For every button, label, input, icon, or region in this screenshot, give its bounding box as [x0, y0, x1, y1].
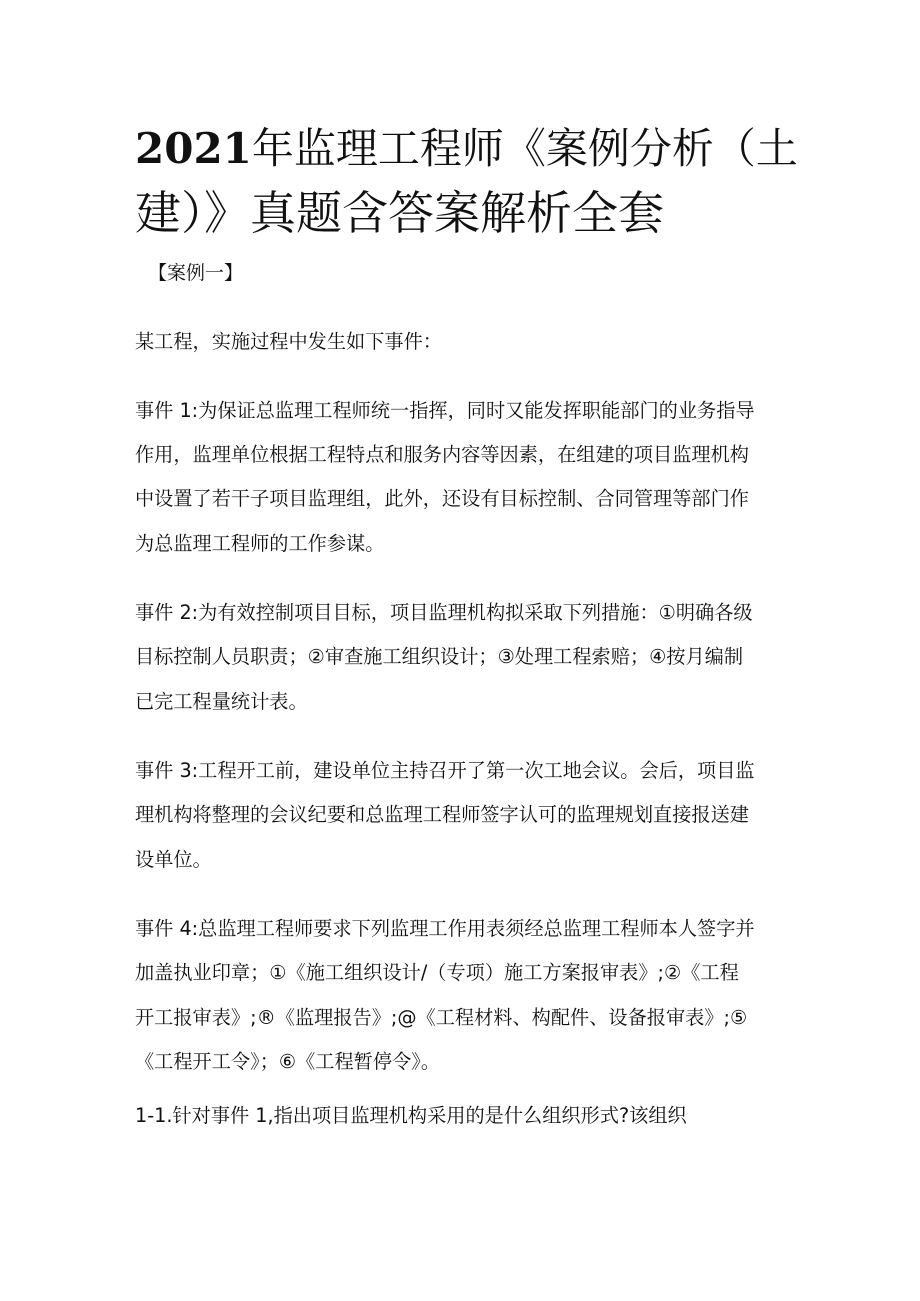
event3-line: 理机构将整理的会议纪要和总监理工程师签字认可的监理规划直接报送建	[135, 803, 749, 826]
event1-line: 作用，监理单位根据工程特点和服务内容等因素，在组建的项目监理机构	[135, 443, 749, 466]
event1-line: 事件 1:为保证总监理工程师统一指挥，同时又能发挥职能部门的业务指导	[135, 399, 755, 422]
document-title-line-1	[135, 118, 798, 180]
event4-line: 事件 4:总监理工程师要求下列监理工作用表须经总监理工程师本人签字并	[135, 917, 755, 940]
intro-paragraph: 某工程，实施过程中发生如下事件：	[135, 330, 442, 353]
case-label: 【案例一】	[148, 262, 244, 284]
title-year: 2021	[135, 124, 252, 173]
event3-line: 设单位。	[135, 848, 212, 871]
event1-line: 为总监理工程师的工作参谋。	[135, 532, 385, 555]
event2-line: 目标控制人员职责；②审查施工组织设计；③处理工程索赔；④按月编制	[135, 645, 744, 668]
event1-line: 中设置了若干子项目监理组，此外，还设有目标控制、合同管理等部门作	[135, 487, 749, 510]
event4-line: 加盖执业印章；①《施工组织设计/（专项）施工方案报审表》;②《工程	[135, 961, 739, 984]
question-1-1: 1-1.针对事件 1,指出项目监理机构采用的是什么组织形式?该组织	[135, 1104, 687, 1127]
event2-line: 已完工程量统计表。	[135, 690, 308, 713]
event4-line: 《工程开工令》；⑥《工程暂停令》。	[135, 1050, 441, 1073]
event3-line: 事件 3:工程开工前，建设单位主持召开了第一次工地会议。会后，项目监	[135, 759, 755, 782]
event2-line: 事件 2:为有效控制项目目标，项目监理机构拟采取下列措施：①明确各级	[135, 601, 753, 624]
title-text: 年监理工程师《案例分析（土	[251, 124, 798, 173]
event4-line: 开工报审表》;®《监理报告》;@《工程材料、构配件、设备报审表》;⑤	[135, 1006, 748, 1029]
document-title-line-2: 建）》真题含答案解析全套	[135, 186, 664, 240]
